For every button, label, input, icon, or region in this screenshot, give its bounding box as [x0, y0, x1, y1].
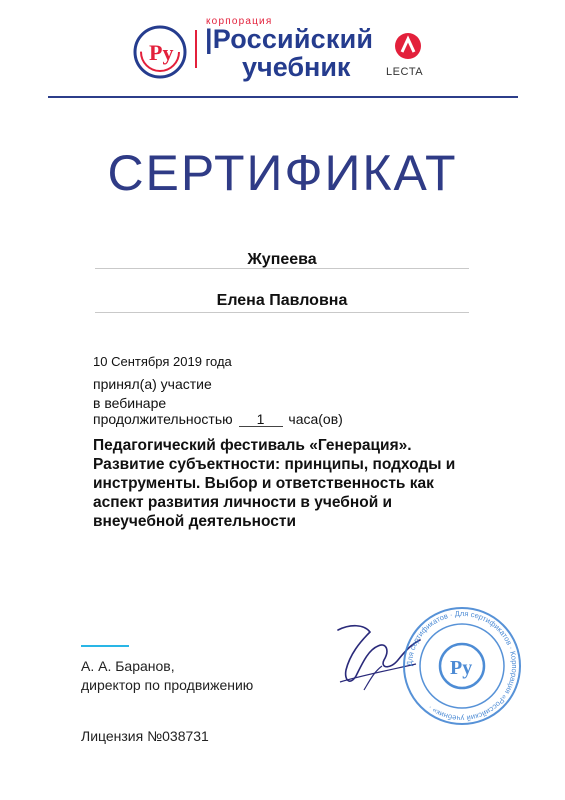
duration-value: 1: [239, 412, 283, 427]
participation-line: принял(а) участие: [93, 376, 212, 392]
format-line: в вебинаре: [93, 395, 167, 411]
lecta-logo-icon: [394, 32, 422, 60]
certificate-title: СЕРТИФИКАТ: [107, 145, 458, 201]
license-number: Лицензия №038731: [81, 728, 209, 744]
event-title: Педагогический фестиваль «Генерация». Развитие субъектности: принципы, подходы и инструменты. Выбор и ответственность как аспект развития личности в учебной и внеучебной деятельности: [93, 437, 456, 530]
header-logo: [132, 4, 462, 84]
signature-accent-rule: [81, 645, 129, 647]
brand-name-line2: учебник: [242, 52, 351, 82]
recipient-given-names: Елена Павловна: [216, 292, 348, 309]
header-divider: [48, 96, 518, 98]
recipient-surname: Жупеева: [247, 251, 317, 268]
russian-textbook-logo-icon: [132, 24, 188, 80]
duration-suffix: часа(ов): [288, 411, 343, 427]
brand-name-line1: |Российский: [205, 24, 374, 54]
duration-prefix: продолжительностью: [93, 411, 233, 427]
svg-text:Ру: Ру: [149, 40, 174, 65]
lecta-logo-text: LECTA: [386, 66, 424, 78]
corp-label: корпорация: [206, 16, 273, 27]
event-date: 10 Сентября 2019 года: [93, 354, 232, 369]
svg-text:Для сертификатов · Для сертифи: Для сертификатов · Для сертификатов · Корпорация «Российский учебник» ·: [404, 608, 520, 724]
signatory-name: А. А. Баранов,: [81, 658, 175, 674]
svg-text:Ру: Ру: [450, 657, 473, 679]
company-stamp: [400, 604, 524, 728]
logo-separator: [195, 30, 197, 68]
signatory-position: директор по продвижению: [81, 677, 254, 693]
duration-line: [93, 412, 343, 427]
surname-underline: [95, 268, 469, 269]
given-names-underline: [95, 312, 469, 313]
